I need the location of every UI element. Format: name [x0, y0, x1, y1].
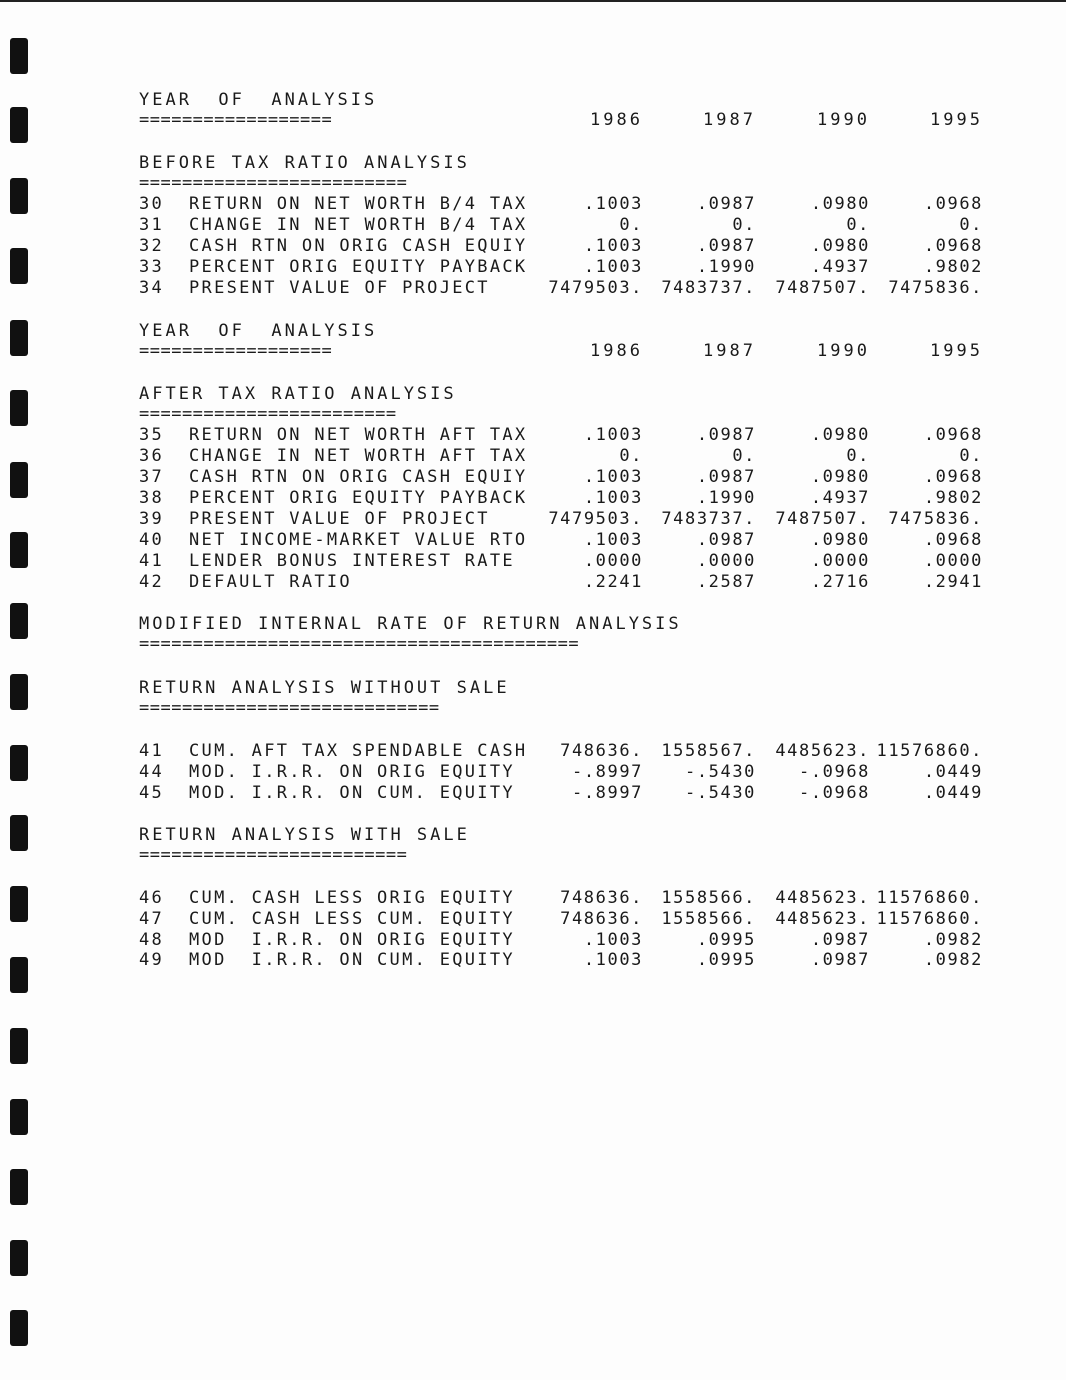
value-cell: 11576860. [876, 909, 983, 929]
value-cell: .2241 [583, 572, 643, 592]
row-number: 39 [139, 509, 165, 529]
row-number: 48 [139, 930, 165, 950]
section-heading [0, 90, 1066, 111]
row-number: 41 [139, 741, 165, 761]
year-header-row [0, 341, 1066, 362]
data-row [0, 950, 1066, 971]
value-cell: -.8997 [571, 762, 643, 782]
row-number: 40 [139, 530, 165, 550]
heading-underline: ======================== [139, 404, 397, 424]
year-label: 1995 [930, 110, 983, 130]
value-cell: .0987 [696, 530, 756, 550]
value-cell: .0968 [923, 236, 983, 256]
value-cell: 7475836. [888, 509, 983, 529]
data-row [0, 215, 1066, 236]
value-cell: .0987 [696, 425, 756, 445]
value-cell: 4485623. [775, 888, 870, 908]
value-cell: .0987 [696, 236, 756, 256]
value-cell: .0449 [923, 783, 983, 803]
value-cell: .9802 [923, 257, 983, 277]
row-number: 37 [139, 467, 165, 487]
row-label: MOD. I.R.R. ON ORIG EQUITY [189, 762, 515, 782]
value-cell: -.0968 [798, 783, 870, 803]
row-label: PERCENT ORIG EQUITY PAYBACK [189, 257, 528, 277]
value-cell: -.5430 [684, 762, 756, 782]
value-cell: .0980 [810, 425, 870, 445]
value-cell: 4485623. [775, 909, 870, 929]
row-label: CASH RTN ON ORIG CASH EQUIY [189, 236, 528, 256]
year-label: 1986 [590, 110, 643, 130]
value-cell: .9802 [923, 488, 983, 508]
value-cell: 7479503. [548, 278, 643, 298]
data-row [0, 278, 1066, 299]
year-of-analysis-title: YEAR OF ANALYSIS [139, 321, 378, 341]
row-label: CHANGE IN NET WORTH AFT TAX [189, 446, 528, 466]
row-label: CUM. CASH LESS CUM. EQUITY [189, 909, 515, 929]
row-number: 34 [139, 278, 165, 298]
value-cell: .2587 [696, 572, 756, 592]
data-row [0, 425, 1066, 446]
value-cell: .1003 [583, 530, 643, 550]
value-cell: 7487507. [775, 509, 870, 529]
heading-underline: ================== [139, 341, 333, 361]
value-cell: .1003 [583, 194, 643, 214]
section-heading [0, 825, 1066, 846]
row-number: 32 [139, 236, 165, 256]
value-cell: .0000 [583, 551, 643, 571]
data-row [0, 467, 1066, 488]
row-label: CUM. AFT TAX SPENDABLE CASH [189, 741, 528, 761]
row-number: 36 [139, 446, 165, 466]
row-label: PRESENT VALUE OF PROJECT [189, 278, 490, 298]
value-cell: 748636. [560, 741, 643, 761]
row-label: RETURN ON NET WORTH AFT TAX [189, 425, 528, 445]
row-label: NET INCOME-MARKET VALUE RTO [189, 530, 528, 550]
value-cell: .1003 [583, 425, 643, 445]
value-cell: .0449 [923, 762, 983, 782]
value-cell: 0. [732, 215, 756, 235]
year-label: 1990 [817, 341, 870, 361]
section-heading [0, 614, 1066, 635]
year-label: 1987 [703, 341, 756, 361]
heading-underline: ========================================= [139, 634, 580, 654]
value-cell: .0987 [810, 950, 870, 970]
section-underline [0, 845, 1066, 866]
section-heading [0, 384, 1066, 405]
row-number: 47 [139, 909, 165, 929]
row-label: MOD I.R.R. ON ORIG EQUITY [189, 930, 515, 950]
data-row [0, 530, 1066, 551]
value-cell: -.0968 [798, 762, 870, 782]
value-cell: .0000 [696, 551, 756, 571]
heading-underline: ========================= [139, 173, 408, 193]
value-cell: 0. [732, 446, 756, 466]
data-row [0, 741, 1066, 762]
value-cell: 0. [846, 215, 870, 235]
value-cell: .1003 [583, 257, 643, 277]
year-label: 1990 [817, 110, 870, 130]
year-label: 1995 [930, 341, 983, 361]
value-cell: 11576860. [876, 888, 983, 908]
heading-underline: ============================ [139, 698, 440, 718]
data-row [0, 194, 1066, 215]
value-cell: .1003 [583, 930, 643, 950]
value-cell: .4937 [810, 257, 870, 277]
value-cell: 0. [959, 446, 983, 466]
row-number: 46 [139, 888, 165, 908]
value-cell: 11576860. [876, 741, 983, 761]
row-number: 33 [139, 257, 165, 277]
value-cell: .0987 [696, 194, 756, 214]
value-cell: .0980 [810, 467, 870, 487]
value-cell: 1558566. [661, 888, 756, 908]
without-sale-title: RETURN ANALYSIS WITHOUT SALE [139, 678, 510, 698]
value-cell: 0. [846, 446, 870, 466]
data-row [0, 762, 1066, 783]
value-cell: .0995 [696, 950, 756, 970]
value-cell: .0982 [923, 950, 983, 970]
value-cell: 7487507. [775, 278, 870, 298]
value-cell: .0987 [696, 467, 756, 487]
value-cell: .1003 [583, 467, 643, 487]
value-cell: .0968 [923, 194, 983, 214]
value-cell: .1990 [696, 257, 756, 277]
value-cell: 748636. [560, 888, 643, 908]
value-cell: 1558566. [661, 909, 756, 929]
value-cell: .1003 [583, 236, 643, 256]
row-label: RETURN ON NET WORTH B/4 TAX [189, 194, 528, 214]
section-heading [0, 678, 1066, 699]
mirr-title: MODIFIED INTERNAL RATE OF RETURN ANALYSIS [139, 614, 682, 634]
data-row [0, 488, 1066, 509]
value-cell: 1558567. [661, 741, 756, 761]
row-label: CASH RTN ON ORIG CASH EQUIY [189, 467, 528, 487]
data-row [0, 551, 1066, 572]
section-underline [0, 173, 1066, 194]
value-cell: 7483737. [661, 278, 756, 298]
data-row [0, 236, 1066, 257]
value-cell: .2716 [810, 572, 870, 592]
heading-underline: ================== [139, 110, 333, 130]
value-cell: -.8997 [571, 783, 643, 803]
value-cell: .0982 [923, 930, 983, 950]
after-tax-title: AFTER TAX RATIO ANALYSIS [139, 384, 457, 404]
year-header-row [0, 110, 1066, 131]
row-label: PERCENT ORIG EQUITY PAYBACK [189, 488, 528, 508]
value-cell: .1003 [583, 950, 643, 970]
row-number: 42 [139, 572, 165, 592]
row-label: CHANGE IN NET WORTH B/4 TAX [189, 215, 528, 235]
value-cell: .0968 [923, 530, 983, 550]
value-cell: .0968 [923, 467, 983, 487]
row-number: 49 [139, 950, 165, 970]
row-number: 31 [139, 215, 165, 235]
row-number: 44 [139, 762, 165, 782]
value-cell: .2941 [923, 572, 983, 592]
row-number: 41 [139, 551, 165, 571]
row-label: MOD I.R.R. ON CUM. EQUITY [189, 950, 515, 970]
data-row [0, 572, 1066, 593]
value-cell: .0980 [810, 530, 870, 550]
row-number: 38 [139, 488, 165, 508]
value-cell: .0980 [810, 194, 870, 214]
data-row [0, 257, 1066, 278]
heading-underline: ========================= [139, 845, 408, 865]
value-cell: 7479503. [548, 509, 643, 529]
value-cell: .0995 [696, 930, 756, 950]
section-underline [0, 404, 1066, 425]
value-cell: .0000 [923, 551, 983, 571]
value-cell: .0000 [810, 551, 870, 571]
value-cell: 0. [959, 215, 983, 235]
data-row [0, 783, 1066, 804]
value-cell: .0980 [810, 236, 870, 256]
value-cell: 4485623. [775, 741, 870, 761]
row-label: PRESENT VALUE OF PROJECT [189, 509, 490, 529]
section-underline [0, 634, 1066, 655]
value-cell: .0987 [810, 930, 870, 950]
row-number: 30 [139, 194, 165, 214]
data-row [0, 909, 1066, 930]
data-row [0, 930, 1066, 951]
data-row [0, 509, 1066, 530]
section-heading [0, 321, 1066, 342]
year-label: 1987 [703, 110, 756, 130]
section-underline [0, 698, 1066, 719]
value-cell: -.5430 [684, 783, 756, 803]
data-row [0, 888, 1066, 909]
value-cell: .1990 [696, 488, 756, 508]
row-label: LENDER BONUS INTEREST RATE [189, 551, 515, 571]
year-label: 1986 [590, 341, 643, 361]
value-cell: 0. [619, 215, 643, 235]
section-heading [0, 153, 1066, 174]
value-cell: 7475836. [888, 278, 983, 298]
year-of-analysis-title: YEAR OF ANALYSIS [139, 90, 378, 110]
before-tax-title: BEFORE TAX RATIO ANALYSIS [139, 153, 470, 173]
row-label: CUM. CASH LESS ORIG EQUITY [189, 888, 515, 908]
row-label: DEFAULT RATIO [189, 572, 352, 592]
value-cell: 7483737. [661, 509, 756, 529]
with-sale-title: RETURN ANALYSIS WITH SALE [139, 825, 470, 845]
value-cell: 0. [619, 446, 643, 466]
value-cell: 748636. [560, 909, 643, 929]
value-cell: .4937 [810, 488, 870, 508]
value-cell: .1003 [583, 488, 643, 508]
data-row [0, 446, 1066, 467]
row-number: 35 [139, 425, 165, 445]
row-label: MOD. I.R.R. ON CUM. EQUITY [189, 783, 515, 803]
value-cell: .0968 [923, 425, 983, 445]
row-number: 45 [139, 783, 165, 803]
